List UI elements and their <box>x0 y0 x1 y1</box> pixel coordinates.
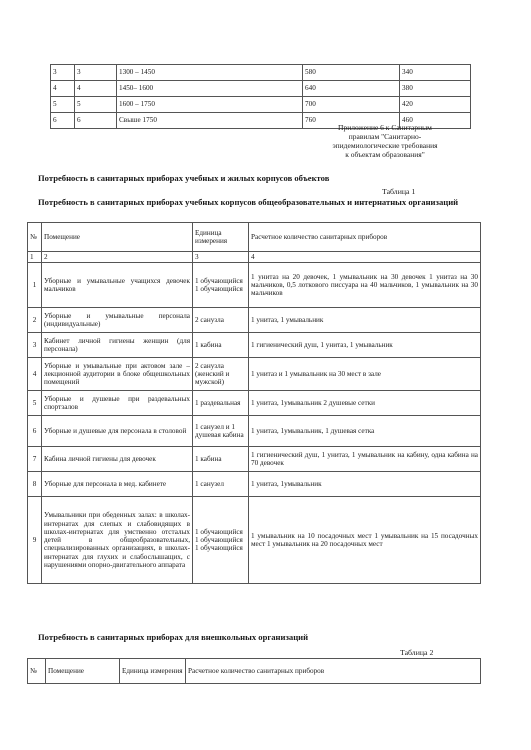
table1-cell: 2 санузла <box>193 308 249 333</box>
table2-label: Таблица 2 <box>400 648 434 657</box>
top-table-cell: 4 <box>75 81 117 97</box>
table1-cell: Кабинет личной гигиены женщин (для персонала) <box>42 333 193 358</box>
table1-cell: Уборные для персонала в мед. кабинете <box>42 472 193 497</box>
top-table-cell: 420 <box>400 97 471 113</box>
table1-number-cell: 1 <box>28 252 42 263</box>
table1-cell: 1 гигиенический душ, 1 унитаз, 1 умывальник на кабину, одна кабина на 70 девочек <box>249 447 481 472</box>
table2-header-cell: Единица измерения <box>120 659 186 684</box>
table1-cell: 1 санузел и 1 душевая кабина <box>193 416 249 447</box>
table1-row <box>28 416 481 447</box>
table1-cell: 1 обучающийся 1 обучающийся <box>193 263 249 308</box>
top-table-cell: 1600 – 1750 <box>117 97 303 113</box>
section-heading-main: Потребность в санитарных приборах учебных и жилых корпусов объектов <box>38 173 330 183</box>
table1-row <box>28 358 481 391</box>
table1-cell: 4 <box>28 358 42 391</box>
top-table-cell: 4 <box>51 81 75 97</box>
table1-number-cell: 2 <box>42 252 193 263</box>
table1-cell: Уборные и умывальные при актовом зале – лекционной аудитории в блоке общешкольных помещений <box>42 358 193 391</box>
table1-heading: Потребность в санитарных приборах учебных корпусов общеобразовательных и интернатных организаций <box>38 197 459 207</box>
top-table-cell: 6 <box>75 113 117 129</box>
top-table-cell: 1450– 1600 <box>117 81 303 97</box>
top-table-cell: 3 <box>51 65 75 81</box>
table1-cell: 1 унитаз, 1 умывальник <box>249 308 481 333</box>
table1-row <box>28 447 481 472</box>
table1-cell: 1 кабина <box>193 447 249 472</box>
table2-heading: Потребность в санитарных приборах для внешкольных организаций <box>38 632 309 642</box>
top-table-cell: 6 <box>51 113 75 129</box>
table1-header-row <box>28 223 481 252</box>
top-table-cell: Свыше 1750 <box>117 113 303 129</box>
table1-cell: 5 <box>28 391 42 416</box>
table1-cell: 1 раздевальная <box>193 391 249 416</box>
table1-row <box>28 497 481 584</box>
top-table-cell: 760 <box>303 113 400 129</box>
top-table-cell: 5 <box>75 97 117 113</box>
table2 <box>27 658 481 684</box>
table1-cell: 1 унитаз, 1умывальник <box>249 472 481 497</box>
table1-number-cell: 4 <box>249 252 481 263</box>
table1-label: Таблица 1 <box>382 187 416 196</box>
table1-row <box>28 391 481 416</box>
table1-row <box>28 472 481 497</box>
top-table-cell: 5 <box>51 97 75 113</box>
table2-header-row <box>28 659 481 684</box>
table1-cell: Кабина личной гигиены для девочек <box>42 447 193 472</box>
table1-header-cell: Расчетное количество санитарных приборов <box>249 223 481 252</box>
top-table-cell: 640 <box>303 81 400 97</box>
table1-cell: 1 <box>28 263 42 308</box>
table1-cell: 7 <box>28 447 42 472</box>
table2-header-cell: № <box>28 659 46 684</box>
table1-cell: 3 <box>28 333 42 358</box>
table1-cell: Умывальники при обеденных залах: в школах-интернатах для слепых и слабовидящих в школах-интернатах для умственно отсталых детей в общеобразовательных, специализированных организациях, в школах-интернатах для глухих и слабослышащих, с нарушениями опорно-двигательного аппарата <box>42 497 193 584</box>
table1-cell: 1 унитаз, 1умывальник, 1 душевая сетка <box>249 416 481 447</box>
table1-header-cell: № <box>28 223 42 252</box>
table1-cell: 8 <box>28 472 42 497</box>
table1-cell: Уборные и умывальные учащихся девочек мальчиков <box>42 263 193 308</box>
table1-number-cell: 3 <box>193 252 249 263</box>
top-table-cell: 580 <box>303 65 400 81</box>
table1-cell: 1 кабина <box>193 333 249 358</box>
table1-row <box>28 333 481 358</box>
table1-cell: 1 унитаз на 20 девочек, 1 умывальник на 30 девочек 1 унитаз на 30 мальчиков, 0,5 лоткового писсуара на 40 мальчиков, 1 умывальник на 30 мальчиков <box>249 263 481 308</box>
table1-cell: 1 гигиенический душ, 1 унитаз, 1 умывальник <box>249 333 481 358</box>
table1-cell: 1 санузел <box>193 472 249 497</box>
table1-cell: 2 санузла (женский и мужской) <box>193 358 249 391</box>
table2-header-cell: Расчетное количество санитарных приборов <box>186 659 481 684</box>
table1-cell: 6 <box>28 416 42 447</box>
table1-cell: 1 унитаз, 1умывальник 2 душевые сетки <box>249 391 481 416</box>
table1-header-cell: Единица измерения <box>193 223 249 252</box>
table1-cell: 9 <box>28 497 42 584</box>
table1-row <box>28 263 481 308</box>
top-table <box>50 64 471 129</box>
top-table-cell: 700 <box>303 97 400 113</box>
top-table-cell: 340 <box>400 65 471 81</box>
top-table-cell: 380 <box>400 81 471 97</box>
top-table-cell: 1300 – 1450 <box>117 65 303 81</box>
top-table-row <box>51 97 471 113</box>
table1-cell: 1 умывальник на 10 посадочных мест 1 умывальник на 15 посадочных мест 1 умывальник на 20 посадочных мест <box>249 497 481 584</box>
table1-cell: Уборные и умывальные персонала (индивидуальные) <box>42 308 193 333</box>
appendix-note: Приложение 6 к Санитарным правилам "Санитарно- эпидемиологические требования к объектам образования" <box>332 123 438 159</box>
top-table-row <box>51 65 471 81</box>
top-table-cell: 3 <box>75 65 117 81</box>
table1-row <box>28 308 481 333</box>
table1-cell: 1 обучающийся 1 обучающийся 1 обучающийся <box>193 497 249 584</box>
table1-cell: Уборные и душевые для персонала в столовой <box>42 416 193 447</box>
table1-cell: 1 унитаз и 1 умывальник на 30 мест в зале <box>249 358 481 391</box>
table1-numbering-row <box>28 252 481 263</box>
table2-header-cell: Помещение <box>46 659 120 684</box>
table1-cell: Уборные и душевые при раздевальных спортзалов <box>42 391 193 416</box>
top-table-cell: 460 <box>400 113 471 129</box>
table1-header-cell: Помещение <box>42 223 193 252</box>
table1-cell: 2 <box>28 308 42 333</box>
top-table-row <box>51 81 471 97</box>
table1 <box>27 222 481 584</box>
